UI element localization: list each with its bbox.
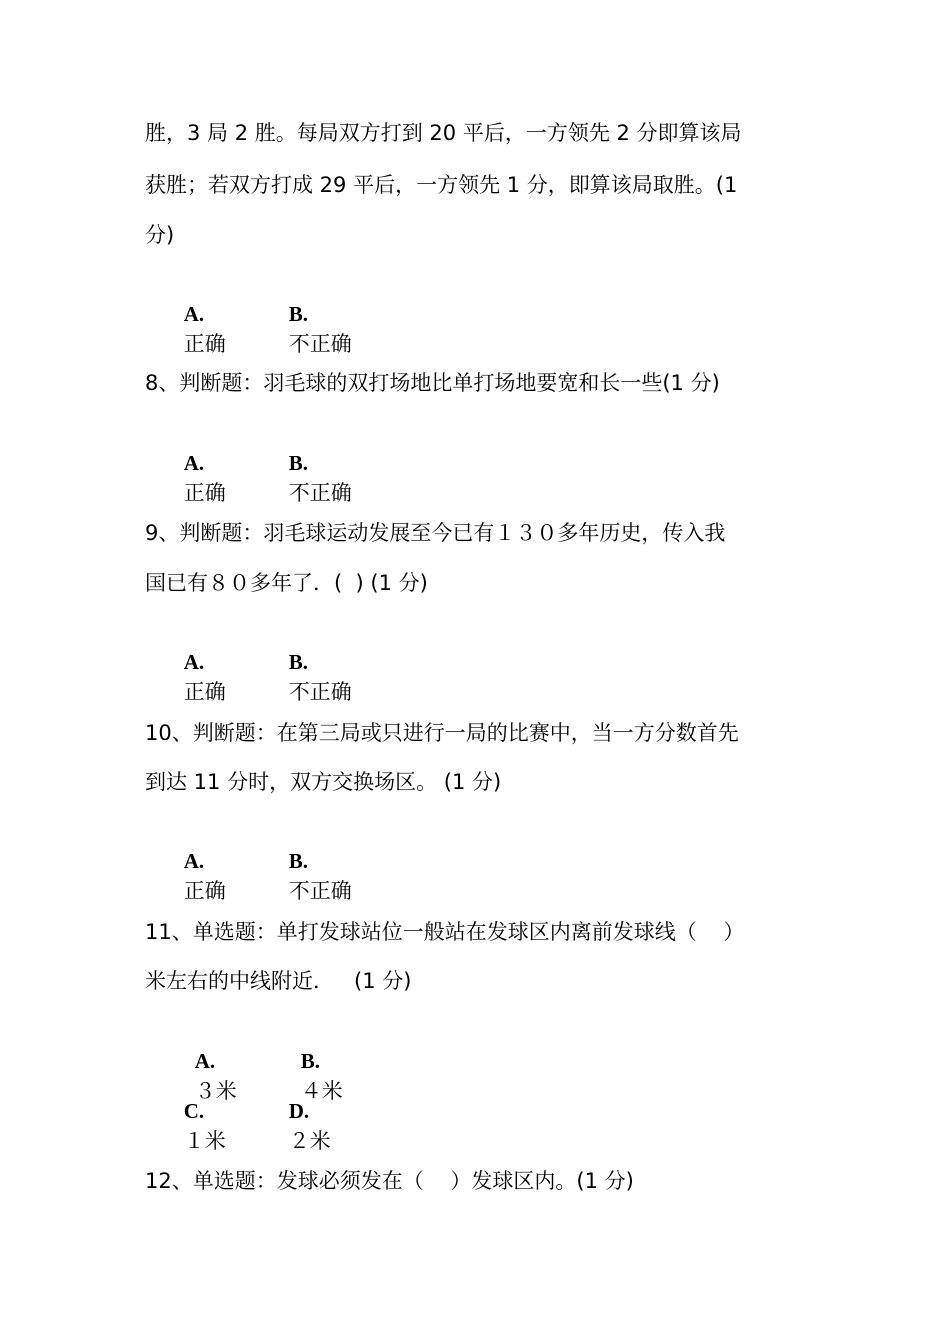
- option-text: 不正确: [288, 332, 352, 356]
- question-7-line-2: 获胜；若双方打成 29 平后，一方领先 1 分，即算该局取胜。(1: [145, 173, 738, 197]
- question-7-line-3: 分): [145, 223, 175, 247]
- option-letter: B.: [288, 650, 308, 674]
- question-8-line-1: 8、判断题：羽毛球的双打场地比单打场地要宽和长一些(1 分): [145, 371, 720, 395]
- option-text: 不正确: [288, 879, 352, 903]
- option-letter: D.: [288, 1099, 310, 1123]
- option-text: ４米: [300, 1079, 343, 1103]
- option-text: 不正确: [288, 481, 352, 505]
- option-letter: A.: [183, 302, 205, 326]
- option-text: ３米: [194, 1079, 237, 1103]
- question-7-line-1: 胜，3 局 2 胜。每局双方打到 20 平后，一方领先 2 分即算该局: [145, 121, 742, 145]
- option-text: 不正确: [288, 680, 352, 704]
- option-letter: B.: [288, 849, 308, 873]
- option-letter: B.: [288, 302, 308, 326]
- question-9-line-1: 9、判断题：羽毛球运动发展至今已有１３０多年历史，传入我: [145, 521, 726, 545]
- question-9-line-2: 国已有８０多年了．( ) (1 分): [145, 571, 428, 595]
- option-text: 正确: [183, 879, 226, 903]
- option-letter: B.: [300, 1049, 320, 1073]
- option-text: ２米: [288, 1129, 331, 1153]
- option-text: 正确: [183, 332, 226, 356]
- option-text: 正确: [183, 481, 226, 505]
- question-12-line-1: 12、单选题：发球必须发在（ ）发球区内。(1 分): [145, 1169, 634, 1193]
- option-text: １米: [183, 1129, 226, 1153]
- option-text: 正确: [183, 680, 226, 704]
- option-letter: C.: [183, 1099, 205, 1123]
- question-11-line-2: 米左右的中线附近． (1 分): [145, 969, 412, 993]
- question-10-line-2: 到达 11 分时，双方交换场区。 (1 分): [145, 770, 502, 794]
- option-letter: A.: [194, 1049, 216, 1073]
- option-letter: A.: [183, 849, 205, 873]
- question-10-line-1: 10、判断题：在第三局或只进行一局的比赛中，当一方分数首先: [145, 721, 739, 745]
- option-letter: B.: [288, 451, 308, 475]
- option-letter: A.: [183, 650, 205, 674]
- question-11-line-1: 11、单选题：单打发球站位一般站在发球区内离前发球线（ ）: [145, 920, 745, 944]
- option-letter: A.: [183, 451, 205, 475]
